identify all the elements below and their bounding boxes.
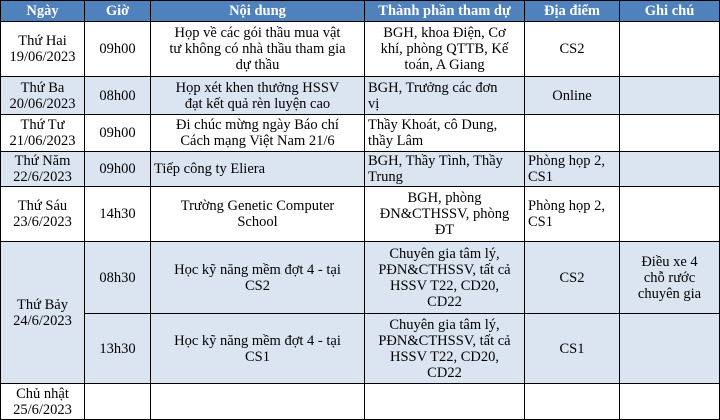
time-cell: 09h00 <box>85 22 151 77</box>
table-body <box>1 22 720 420</box>
content-cell: Học kỹ năng mềm đợt 4 - tại CS2 <box>151 242 365 314</box>
content-cell: Họp xét khen thưởng HSSV đạt kết quả rèn luyện cao <box>151 77 365 115</box>
content-cell <box>151 384 365 420</box>
header-location: Địa điểm <box>525 1 620 22</box>
location-cell: CS2 <box>525 22 620 77</box>
participants-cell: BGH, Trưởng các đơn vị <box>365 77 525 115</box>
day-cell: Thứ Ba 20/06/2023 <box>1 77 85 115</box>
content-cell: Đi chúc mừng ngày Báo chí Cách mạng Việt Nam 21/6 <box>151 115 365 152</box>
table-row <box>1 152 720 187</box>
participants-cell: Chuyên gia tâm lý, PĐN&CTHSSV, tất cả HSSV T22, CD20, CD22 <box>365 242 525 314</box>
location-cell: CS1 <box>525 314 620 384</box>
header-note: Ghi chú <box>620 1 720 22</box>
content-cell: Tiếp công ty Eliera <box>151 152 365 187</box>
header-content: Nội dung <box>151 1 365 22</box>
time-cell: 08h30 <box>85 242 151 314</box>
time-cell: 09h00 <box>85 152 151 187</box>
table-row <box>1 22 720 77</box>
day-cell: Chủ nhật 25/6/2023 <box>1 384 85 420</box>
header-time: Giờ <box>85 1 151 22</box>
day-cell: Thứ Tư 21/06/2023 <box>1 115 85 152</box>
location-cell: Phòng họp 2, CS1 <box>525 187 620 242</box>
participants-cell: BGH, Thầy Tình, Thầy Trung <box>365 152 525 187</box>
participants-cell: Chuyên gia tâm lý, PĐN&CTHSSV, tất cả HSSV T22, CD20, CD22 <box>365 314 525 384</box>
note-cell: Điều xe 4 chỗ rước chuyên gia <box>620 242 720 314</box>
participants-cell: BGH, khoa Điện, Cơ khí, phòng QTTB, Kế toán, A Giang <box>365 22 525 77</box>
participants-cell <box>365 384 525 420</box>
table-header <box>1 1 720 22</box>
location-cell: CS2 <box>525 242 620 314</box>
time-cell <box>85 384 151 420</box>
note-cell <box>620 384 720 420</box>
content-cell: Trường Genetic Computer School <box>151 187 365 242</box>
location-cell: Online <box>525 77 620 115</box>
note-cell <box>620 22 720 77</box>
table-row <box>1 314 720 384</box>
time-cell: 13h30 <box>85 314 151 384</box>
participants-cell: BGH, phòng ĐN&CTHSSV, phòng ĐT <box>365 187 525 242</box>
content-cell: Họp về các gói thầu mua vật tư không có nhà thầu tham gia dự thầu <box>151 22 365 77</box>
note-cell <box>620 314 720 384</box>
time-cell: 14h30 <box>85 187 151 242</box>
note-cell <box>620 187 720 242</box>
header-participants: Thành phần tham dự <box>365 1 525 22</box>
day-cell: Thứ Năm 22/6/2023 <box>1 152 85 187</box>
table-row <box>1 242 720 314</box>
note-cell <box>620 115 720 152</box>
note-cell <box>620 152 720 187</box>
day-cell: Thứ Bảy 24/6/2023 <box>1 242 85 384</box>
time-cell: 09h00 <box>85 115 151 152</box>
table-row <box>1 115 720 152</box>
location-cell: Phòng họp 2, CS1 <box>525 152 620 187</box>
day-cell: Thứ Sáu 23/6/2023 <box>1 187 85 242</box>
table-row <box>1 384 720 420</box>
header-day: Ngày <box>1 1 85 22</box>
content-cell: Học kỹ năng mềm đợt 4 - tại CS1 <box>151 314 365 384</box>
table-row <box>1 77 720 115</box>
location-cell <box>525 115 620 152</box>
header-row <box>1 1 720 22</box>
location-cell <box>525 384 620 420</box>
time-cell: 08h00 <box>85 77 151 115</box>
participants-cell: Thầy Khoát, cô Dung, thầy Lâm <box>365 115 525 152</box>
table-row <box>1 187 720 242</box>
note-cell <box>620 77 720 115</box>
day-cell: Thứ Hai 19/06/2023 <box>1 22 85 77</box>
